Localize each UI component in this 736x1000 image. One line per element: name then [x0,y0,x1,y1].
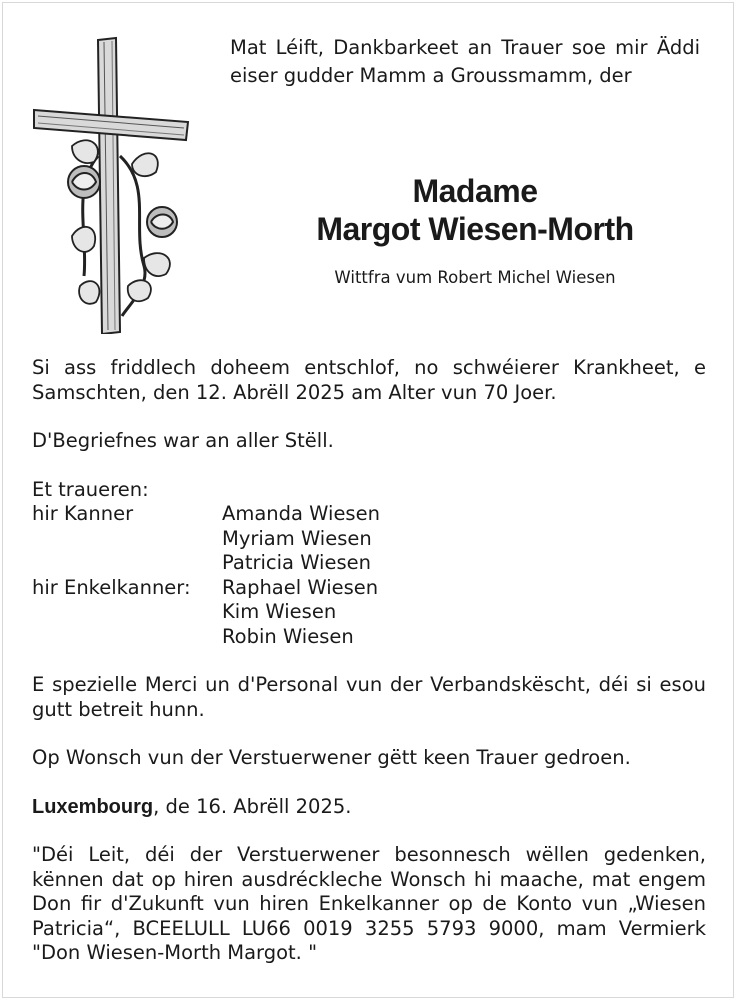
group-names [222,576,378,650]
mourner-group-grandchildren [32,576,706,650]
no-mourning-text: Op Wonsch vun der Verstuerwener gëtt keen Trauer gedroen. [32,746,631,769]
mourner-name: Myriam Wiesen [222,526,372,550]
deceased-name: Margot Wiesen-Morth [316,211,634,247]
widow-line: Wittfra vum Robert Michel Wiesen [334,268,616,287]
group-label: hir Kanner [32,502,134,525]
mourner-name: Robin Wiesen [222,624,354,648]
group-names [222,502,380,576]
place: Luxembourg [32,795,154,818]
donation-text: "Déi Leit, déi der Verstuerwener besonnesch wëllen gedenken, kënnen dat op hiren ausdréckleche Wonsch hi maache, mat engem Don fir d'Zukunft vun hiren Enkelkanner op de Konto vun „Wiesen Patricia“, BCEELULL LU66 0019 3255 5793 9000, mam Vermierk "Don Wiesen-Morth Margot. " [32,843,706,964]
deceased-block [230,172,720,287]
mourners-list [32,478,706,650]
intro-text: Mat Léift, Dankbarkeet an Trauer soe mir Äddi eiser gudder Mamm a Groussmamm, der [230,36,700,87]
notice-body [32,356,706,990]
date: , de 16. Abrëll 2025. [153,794,352,818]
deceased-title: Madame [412,173,538,209]
funeral-note: D'Begriefnes war an aller Stëll. [32,429,334,452]
mourner-name: Patricia Wiesen [222,551,371,574]
place-date [32,795,706,820]
mourners-heading: Et traueren: [32,477,149,501]
mourner-group-children [32,502,706,576]
mourner-name: Raphael Wiesen [222,575,379,599]
mourner-name: Amanda Wiesen [222,502,380,525]
group-label: hir Enkelkanner: [32,575,191,599]
cross-with-roses-icon [32,36,202,334]
mourner-name: Kim Wiesen [222,600,337,623]
thanks-text: E spezielle Merci un d'Personal vun der Verbandskëscht, déi si esou gutt betreit hunn. [32,673,706,721]
death-notice: Si ass friddlech doheem entschlof, no schwéierer Krankheet, e Samschten, den 12. Abrëll 2025 am Alter vun 70 Joer. [32,356,706,404]
